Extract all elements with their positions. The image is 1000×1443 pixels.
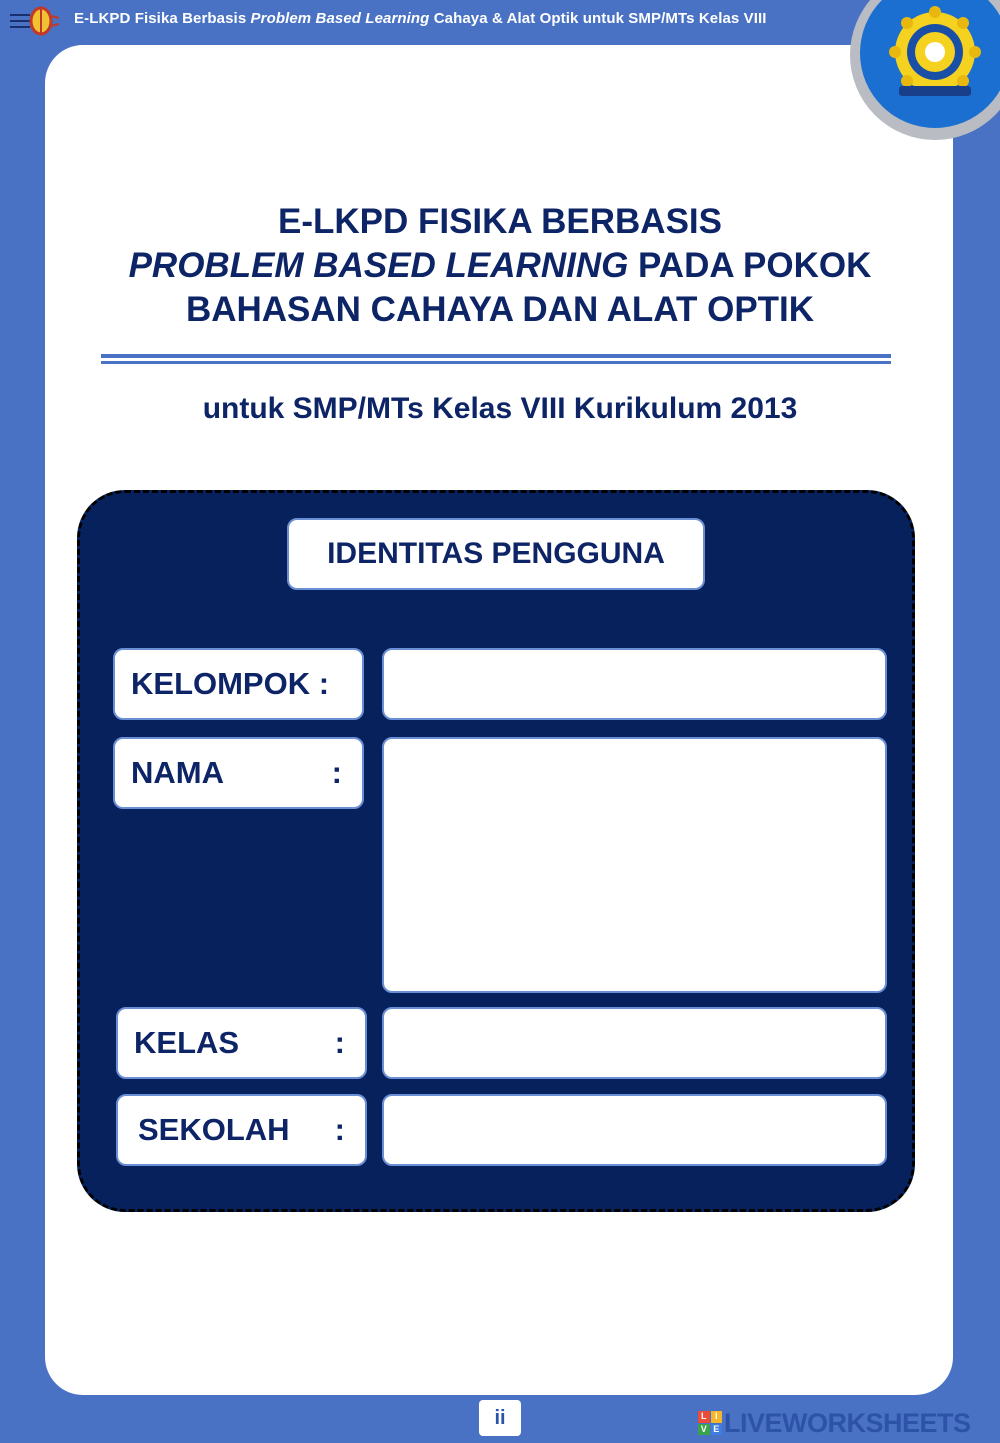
header-bar <box>0 0 1000 42</box>
brand-icon-tile: E <box>711 1424 723 1436</box>
school-label: SEKOLAH : <box>116 1094 367 1166</box>
divider <box>101 361 891 364</box>
page-title: E-LKPD FISIKA BERBASIS PROBLEM BASED LEARNING PADA POKOK BAHASAN CAHAYA DAN ALAT OPTIK <box>128 202 872 329</box>
name-input[interactable] <box>382 737 887 993</box>
brand-icon-tile: I <box>711 1411 723 1423</box>
identity-heading: IDENTITAS PENGGUNA <box>287 518 705 590</box>
header-title: E-LKPD Fisika Berbasis Problem Based Learning Cahaya & Alat Optik untuk SMP/MTs Kelas VIII <box>74 10 767 27</box>
brand-text: LIVEWORKSHEETS <box>724 1407 971 1438</box>
liveworksheets-logo-icon <box>698 1411 722 1435</box>
class-label: KELAS : <box>116 1007 367 1079</box>
name-label: NAMA : <box>113 737 364 809</box>
group-input[interactable] <box>382 648 887 720</box>
liveworksheets-brand[interactable] <box>698 1408 971 1438</box>
university-emblem-icon <box>885 6 985 106</box>
page-number: ii <box>479 1400 521 1436</box>
class-input[interactable] <box>382 1007 887 1079</box>
lens-light-icon <box>10 6 60 36</box>
subtitle: untuk SMP/MTs Kelas VIII Kurikulum 2013 <box>202 392 798 425</box>
school-input[interactable] <box>382 1094 887 1166</box>
group-label: KELOMPOK : <box>113 648 364 720</box>
brand-icon-tile: V <box>698 1424 710 1436</box>
brand-icon-tile: L <box>698 1411 710 1423</box>
divider <box>101 354 891 358</box>
